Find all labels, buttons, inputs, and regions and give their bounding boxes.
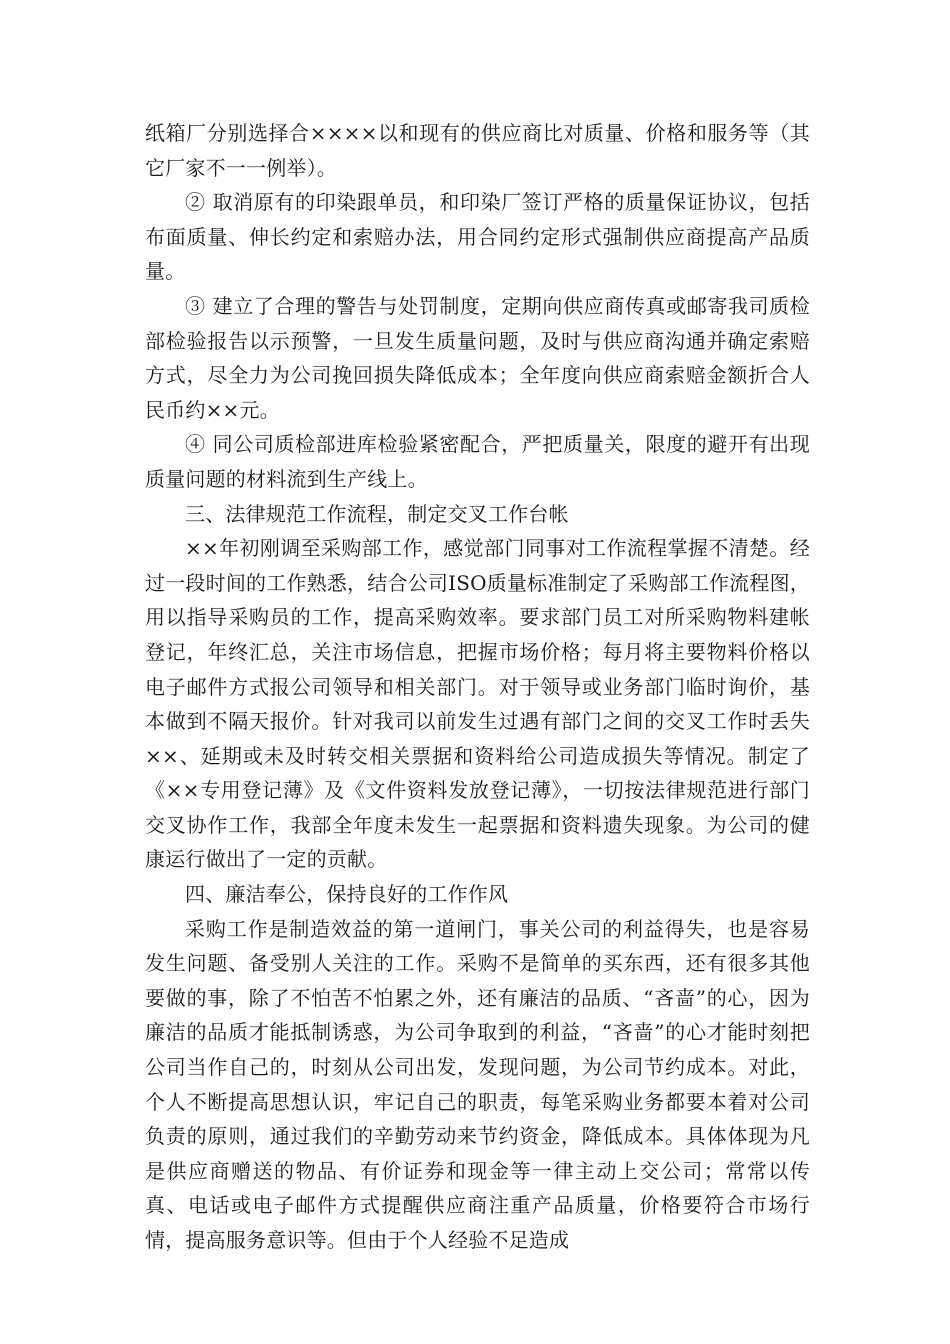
document-body — [145, 116, 810, 1258]
paragraph-4: ④ 同公司质检部进库检验紧密配合，严把质量关，限度的避开有出现质量问题的材料流到生产线上。 — [145, 432, 810, 491]
paragraph-5: ××年初刚调至采购部工作，感觉部门同事对工作流程掌握不清楚。经过一段时间的工作熟悉，结合公司ISO质量标准制定了采购部工作流程图，用以指导采购员的工作，提高采购效率。要求部门员工对所采购物料建帐登记，年终汇总，关注市场信息，把握市场价格；每月将主要物料价格以电子邮件方式报公司领导和相关部门。对于领导或业务部门临时询价，基本做到不隔天报价。针对我司以前发生过遇有部门之间的交叉工作时丢失××、延期或未及时转交相关票据和资料给公司造成损失等情况。制定了《××专用登记薄》及《文件资料发放登记薄》，一切按法律规范进行部门交叉协作工作，我部全年度未发生一起票据和资料遗失现象。为公司的健康运行做出了一定的贡献。 — [145, 536, 810, 872]
paragraph-3: ③ 建立了合理的警告与处罚制度，定期向供应商传真或邮寄我司质检部检验报告以示预警，一旦发生质量问题，及时与供应商沟通并确定索赔方式，尽全力为公司挽回损失降低成本；全年度向供应商索赔金额折合人民币约××元。 — [145, 293, 810, 422]
paragraph-2: ② 取消原有的印染跟单员，和印染厂签订严格的质量保证协议，包括布面质量、伸长约定和索赔办法，用合同约定形式强制供应商提高产品质量。 — [145, 190, 810, 284]
paragraph-6: 采购工作是制造效益的第一道闸门，事关公司的利益得失，也是容易发生问题、备受别人关注的工作。采购不是简单的买东西，还有很多其他要做的事，除了不怕苦不怕累之外，还有廉洁的品质、“吝啬”的心，因为廉洁的品质才能抵制诱惑，为公司争取到的利益，“吝啬”的心才能时刻把公司当作自己的，时刻从公司出发，发现问题，为公司节约成本。对此，个人不断提高思想认识，牢记自己的职责，每笔采购业务都要本着对公司负责的原则，通过我们的辛勤劳动来节约资金，降低成本。具体体现为凡是供应商赠送的物品、有价证券和现金等一律主动上交公司；常常以传真、电话或电子邮件方式提醒供应商注重产品质量，价格要符合市场行情，提高服务意识等。但由于个人经验不足造成 — [145, 916, 810, 1252]
section-heading-4: 四、廉洁奉公，保持良好的工作作风 — [185, 882, 509, 907]
section-heading-3: 三、法律规范工作流程，制定交叉工作台帐 — [185, 501, 569, 526]
paragraph-1: 纸箱厂分别选择合××××以和现有的供应商比对质量、价格和服务等（其它厂家不一一例举）。 — [145, 121, 810, 180]
